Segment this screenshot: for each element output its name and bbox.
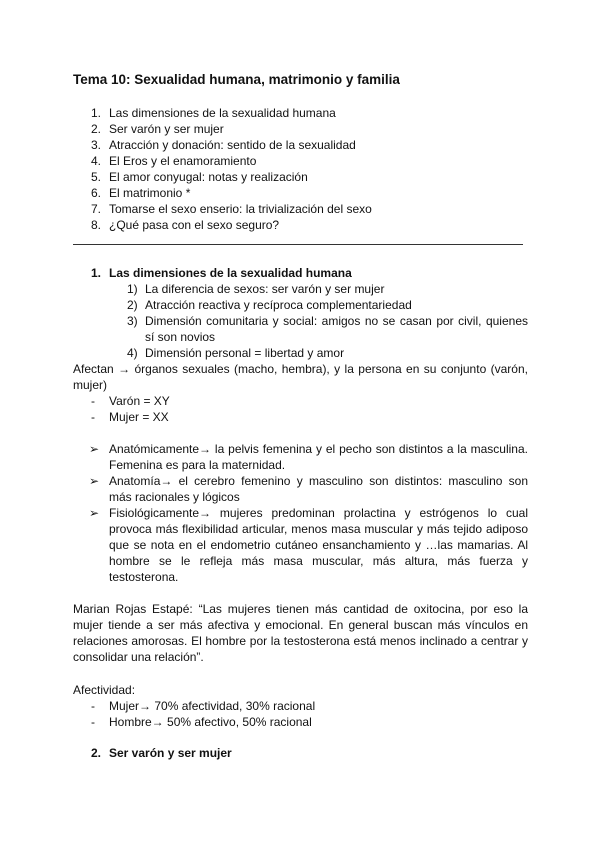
toc-item: Atracción y donación: sentido de la sexualidad — [109, 138, 356, 152]
toc-number: 7. — [91, 202, 102, 216]
bullet-line: más racionales y lógicos — [109, 490, 240, 504]
arrow-bullet-icon: ➢ — [89, 506, 100, 520]
horizontal-divider — [73, 244, 523, 245]
toc-item: Las dimensiones de la sexualidad humana — [109, 106, 336, 120]
toc-number: 6. — [91, 186, 102, 200]
list-item: Mujer→ 70% afectividad, 30% racional — [109, 699, 316, 713]
list-item: Dimensión personal = libertad y amor — [145, 346, 345, 360]
bullet-line: Anatomía→ el cerebro femenino y masculino son distintos: masculino son — [109, 474, 528, 488]
list-item: Mujer = XX — [109, 410, 169, 424]
quote-line: relaciones amorosas. El hombre por la testosterona está menos inclinado a centrar y — [73, 634, 528, 648]
quote-line: mujer tiende a ser más afectiva y emocional. En general buscan más vínculos en — [73, 618, 528, 632]
bullet-line: Fisiológicamente→ mujeres predominan prolactina y estrógenos lo cual — [109, 506, 528, 520]
section-heading: Ser varón y ser mujer — [109, 746, 232, 760]
dash-marker: - — [91, 699, 95, 713]
bullet-line: hombre se le refleja más masa muscular, más altura, más fuerza y — [109, 554, 528, 568]
toc-item: Ser varón y ser mujer — [109, 122, 224, 136]
paragraph-line: mujer) — [73, 378, 108, 392]
section-number: 1. — [91, 266, 102, 280]
document-title: Tema 10: Sexualidad humana, matrimonio y familia — [73, 72, 400, 87]
toc-number: 3. — [91, 138, 102, 152]
list-item: Atracción reactiva y recíproca complementariedad — [145, 298, 412, 312]
toc-item: Tomarse el sexo enserio: la trivialización del sexo — [109, 202, 372, 216]
toc-number: 2. — [91, 122, 102, 136]
dash-marker: - — [91, 410, 95, 424]
section-heading: Las dimensiones de la sexualidad humana — [109, 266, 352, 280]
list-item-continuation: sí son novios — [145, 330, 216, 344]
paragraph-line: Afectan → órganos sexuales (macho, hembra), y la persona en su conjunto (varón, — [73, 362, 528, 376]
list-item: La diferencia de sexos: ser varón y ser mujer — [145, 282, 385, 296]
toc-number: 5. — [91, 170, 102, 184]
list-number: 4) — [127, 346, 138, 360]
toc-item: El Eros y el enamoramiento — [109, 154, 257, 168]
toc-number: 4. — [91, 154, 102, 168]
bullet-line: Anatómicamente→ la pelvis femenina y el pecho son distintos a la masculina. — [109, 442, 528, 456]
list-item: Hombre→ 50% afectivo, 50% racional — [109, 715, 312, 729]
dash-marker: - — [91, 394, 95, 408]
bullet-line: testosterona. — [109, 570, 179, 584]
list-number: 2) — [127, 298, 138, 312]
list-item: Varón = XY — [109, 394, 170, 408]
bullet-line: Femenina es para la maternidad. — [109, 458, 286, 472]
toc-item: El matrimonio * — [109, 186, 191, 200]
bullet-line: provoca más flexibilidad articular, menos masa muscular y más tejido adiposo — [109, 522, 528, 536]
toc-item: El amor conyugal: notas y realización — [109, 170, 308, 184]
arrow-bullet-icon: ➢ — [89, 474, 100, 488]
toc-number: 1. — [91, 106, 102, 120]
afectividad-label: Afectividad: — [73, 683, 136, 697]
list-number: 1) — [127, 282, 138, 296]
quote-line: Marian Rojas Estapé: “Las mujeres tienen más cantidad de oxitocina, por eso la — [73, 602, 528, 616]
quote-line: consolidar una relación”. — [73, 650, 204, 664]
bullet-line: que se nota en el endometrio cutáneo ensanchamiento y …las mamarias. Al — [109, 538, 528, 552]
section-number: 2. — [91, 746, 102, 760]
toc-number: 8. — [91, 218, 102, 232]
list-number: 3) — [127, 314, 138, 328]
list-item: Dimensión comunitaria y social: amigos no se casan por civil, quienes — [145, 314, 528, 328]
toc-item: ¿Qué pasa con el sexo seguro? — [109, 218, 280, 232]
dash-marker: - — [91, 715, 95, 729]
arrow-bullet-icon: ➢ — [89, 442, 100, 456]
